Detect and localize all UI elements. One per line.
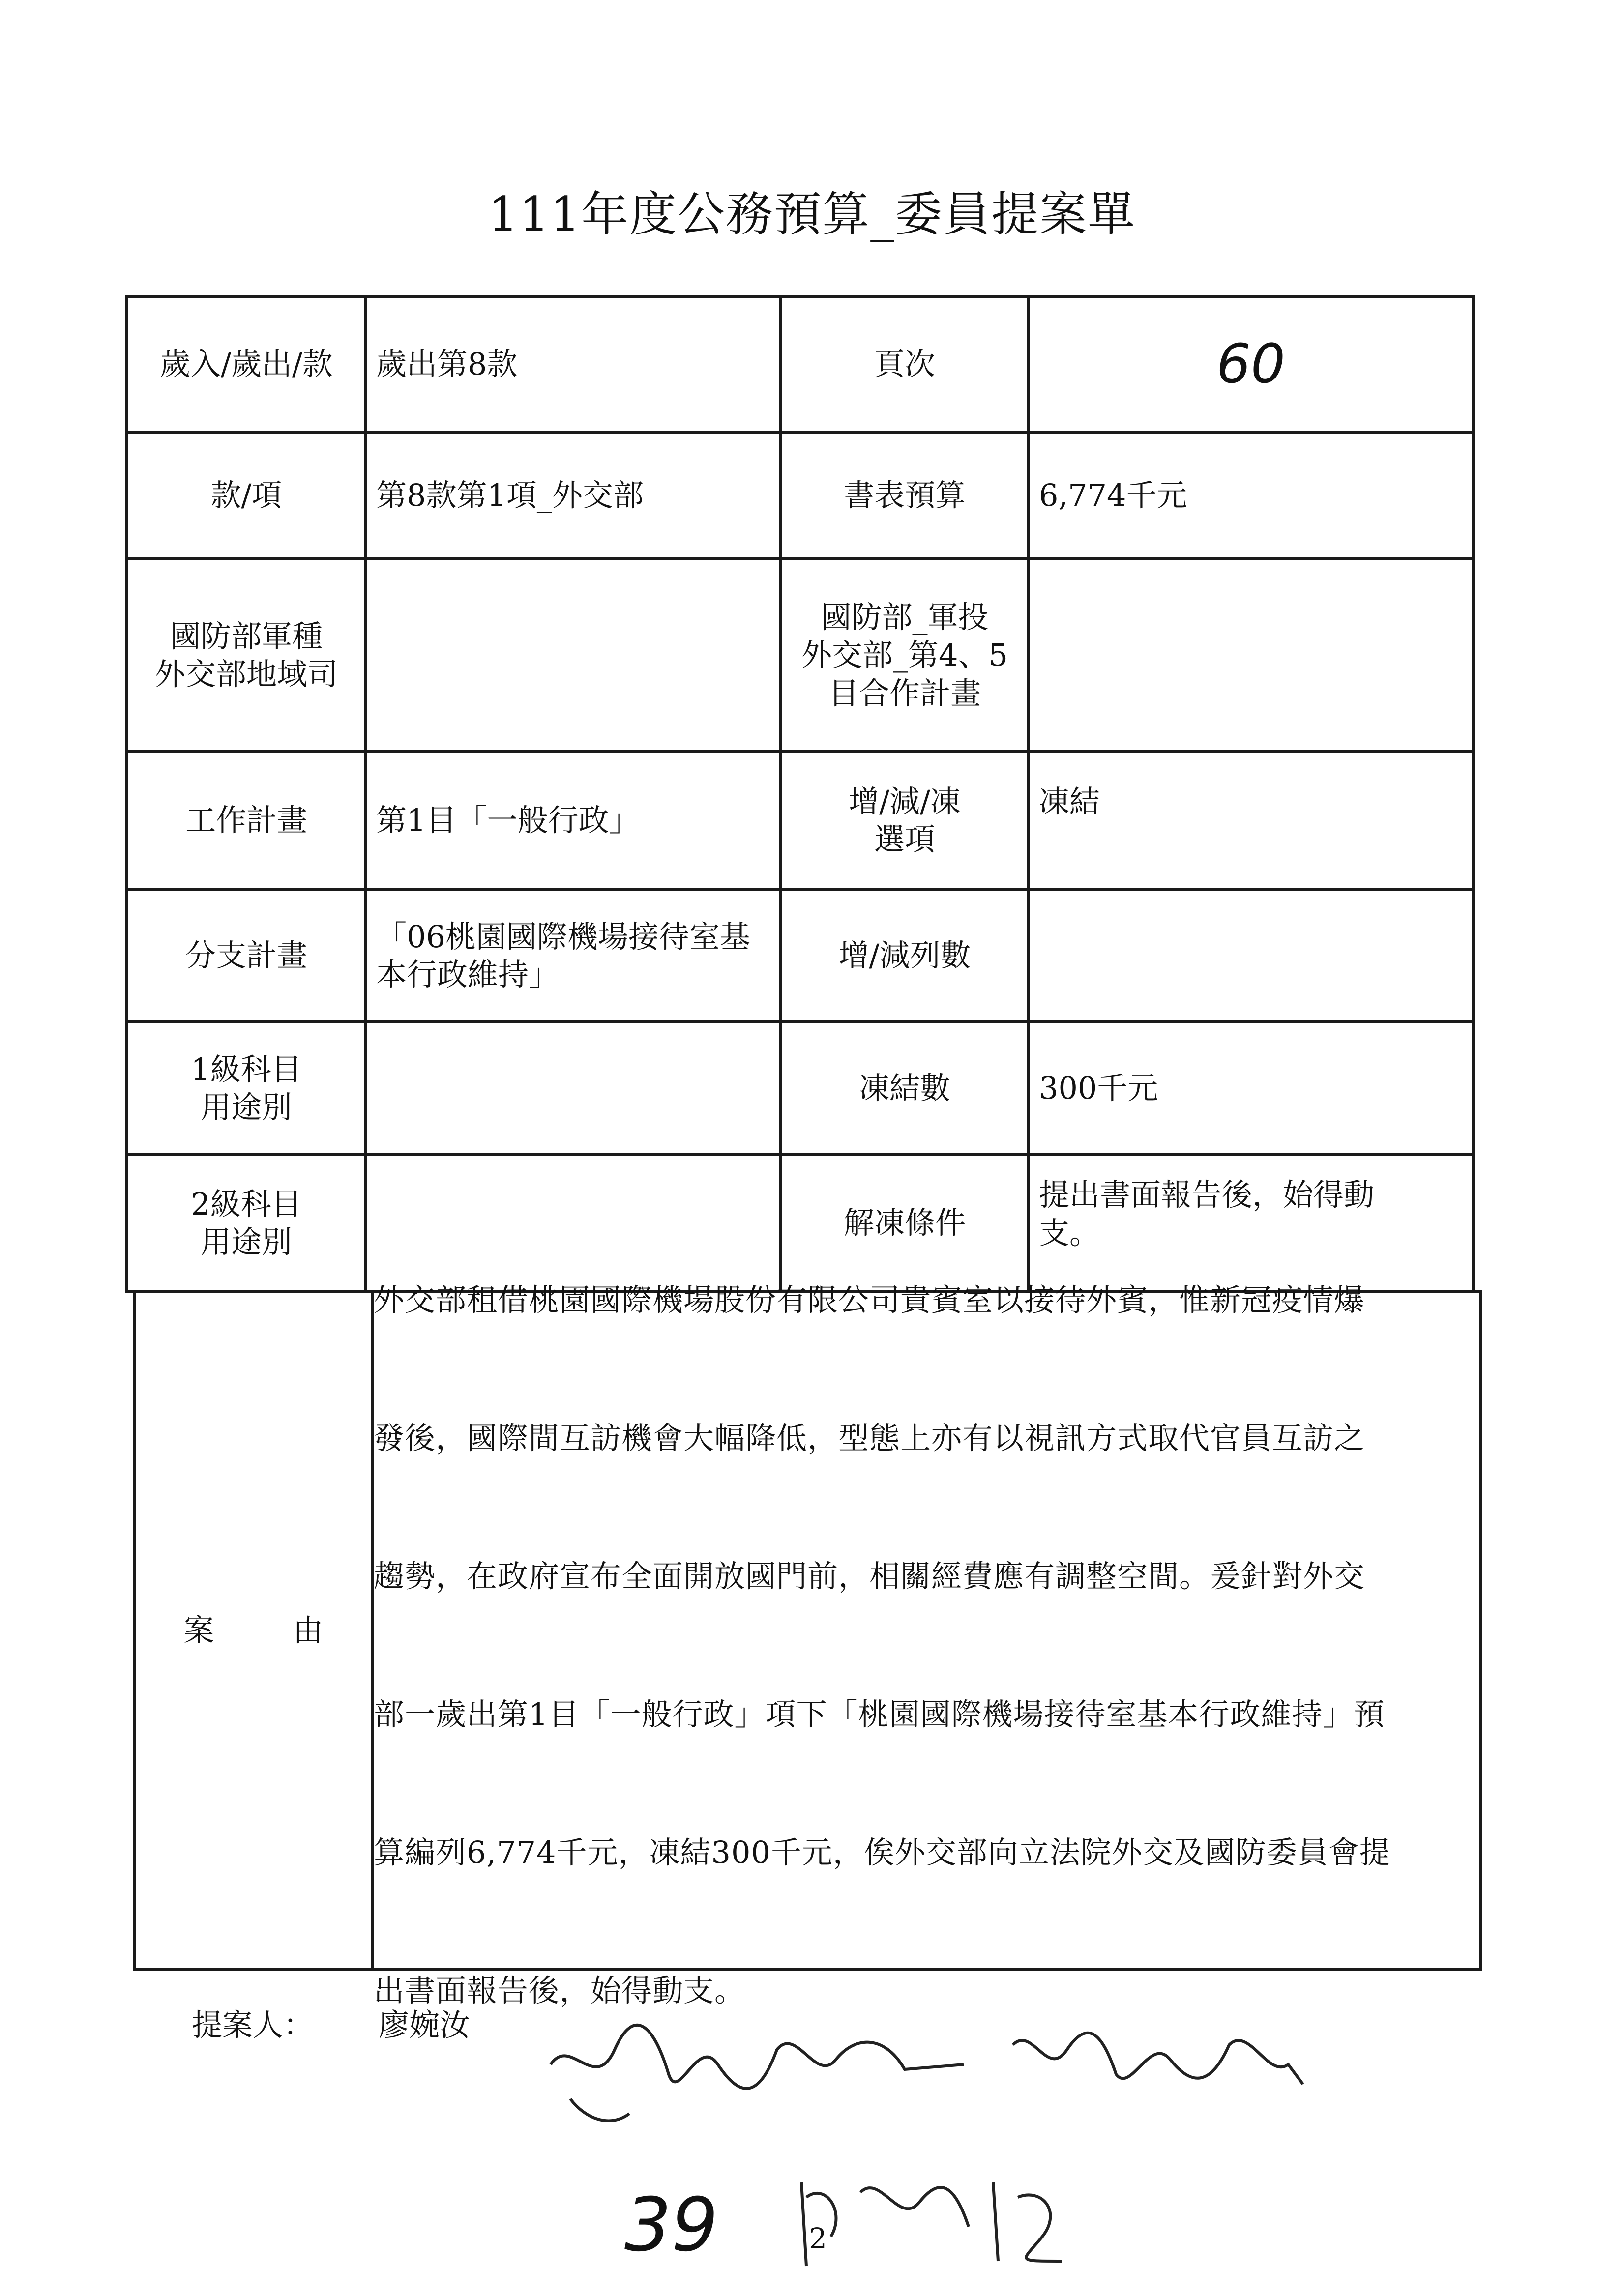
reason-line: 部一歲出第1目「一般行政」項下「桃園國際機場接待室基本行政維持」預 [374, 1696, 1385, 1732]
handwritten-page-number: 39 [624, 2182, 718, 2268]
value-凍結數: 300千元 [1027, 1020, 1475, 1156]
reason-line: 算編列6,774千元，凍結300千元，俟外交部向立法院外交及國防委員會提 [374, 1834, 1390, 1870]
label-書表預算: 書表預算 [779, 431, 1030, 560]
label-解凍條件: 解凍條件 [779, 1153, 1030, 1293]
reason-line: 趨勢，在政府宣布全面開放國門前，相關經費應有調整空間。爰針對外交 [374, 1558, 1365, 1594]
value-軍種地域司 [364, 557, 782, 753]
value-解凍條件: 提出書面報告後，始得動 支。 [1027, 1153, 1475, 1293]
label-合作計畫: 國防部_軍投 外交部_第4、5 目合作計畫 [779, 557, 1030, 753]
form-title: 111年度公務預算_委員提案單 [488, 187, 1136, 242]
value-合作計畫 [1027, 557, 1475, 753]
label-凍結數: 凍結數 [779, 1020, 1030, 1156]
label-1級科目: 1級科目 用途別 [125, 1020, 367, 1156]
label-工作計畫: 工作計畫 [125, 750, 367, 891]
value-增減列數 [1027, 888, 1475, 1023]
value-增減凍選項: 凍結 [1027, 750, 1475, 891]
label-增減列數: 增/減列數 [779, 888, 1030, 1023]
value-書表預算: 6,774千元 [1027, 431, 1475, 560]
signature-1 [541, 2005, 983, 2143]
value-款別: 歲出第8款 [364, 295, 782, 434]
value-分支計畫: 「06桃園國際機場接待室基 本行政維持」 [364, 888, 782, 1023]
label-頁次: 頁次 [779, 295, 1030, 434]
signature-3 [787, 2153, 1092, 2281]
reason-text [374, 1278, 1475, 2107]
reason-line: 出書面報告後，始得動支。 [374, 1973, 746, 2008]
label-2級科目: 2級科目 用途別 [125, 1153, 367, 1293]
label-案由: 案 由 [133, 1290, 374, 1971]
page-number: 2 [809, 2222, 827, 2255]
label-增減凍選項: 增/減/凍 選項 [779, 750, 1030, 891]
value-2級科目 [364, 1153, 782, 1293]
label-分支計畫: 分支計畫 [125, 888, 367, 1023]
label-款項: 款/項 [125, 431, 367, 560]
reason-line: 發後，國際間互訪機會大幅降低，型態上亦有以視訊方式取代官員互訪之 [374, 1420, 1365, 1456]
reason-line: 外交部租借桃園國際機場股份有限公司貴賓室以接待外賓，惟新冠疫情爆 [374, 1282, 1365, 1318]
signature-2 [1003, 2005, 1318, 2114]
value-頁次: 60 [1027, 295, 1475, 434]
value-1級科目 [364, 1020, 782, 1156]
label-款別: 歲入/歲出/款 [125, 295, 367, 434]
proposer-label: 提案人： [192, 2007, 314, 2043]
label-軍種地域司: 國防部軍種 外交部地域司 [125, 557, 367, 753]
proposer-name: 廖婉汝 [379, 2007, 471, 2043]
value-工作計畫: 第1目「一般行政」 [364, 750, 782, 891]
value-款項: 第8款第1項_外交部 [364, 431, 782, 560]
